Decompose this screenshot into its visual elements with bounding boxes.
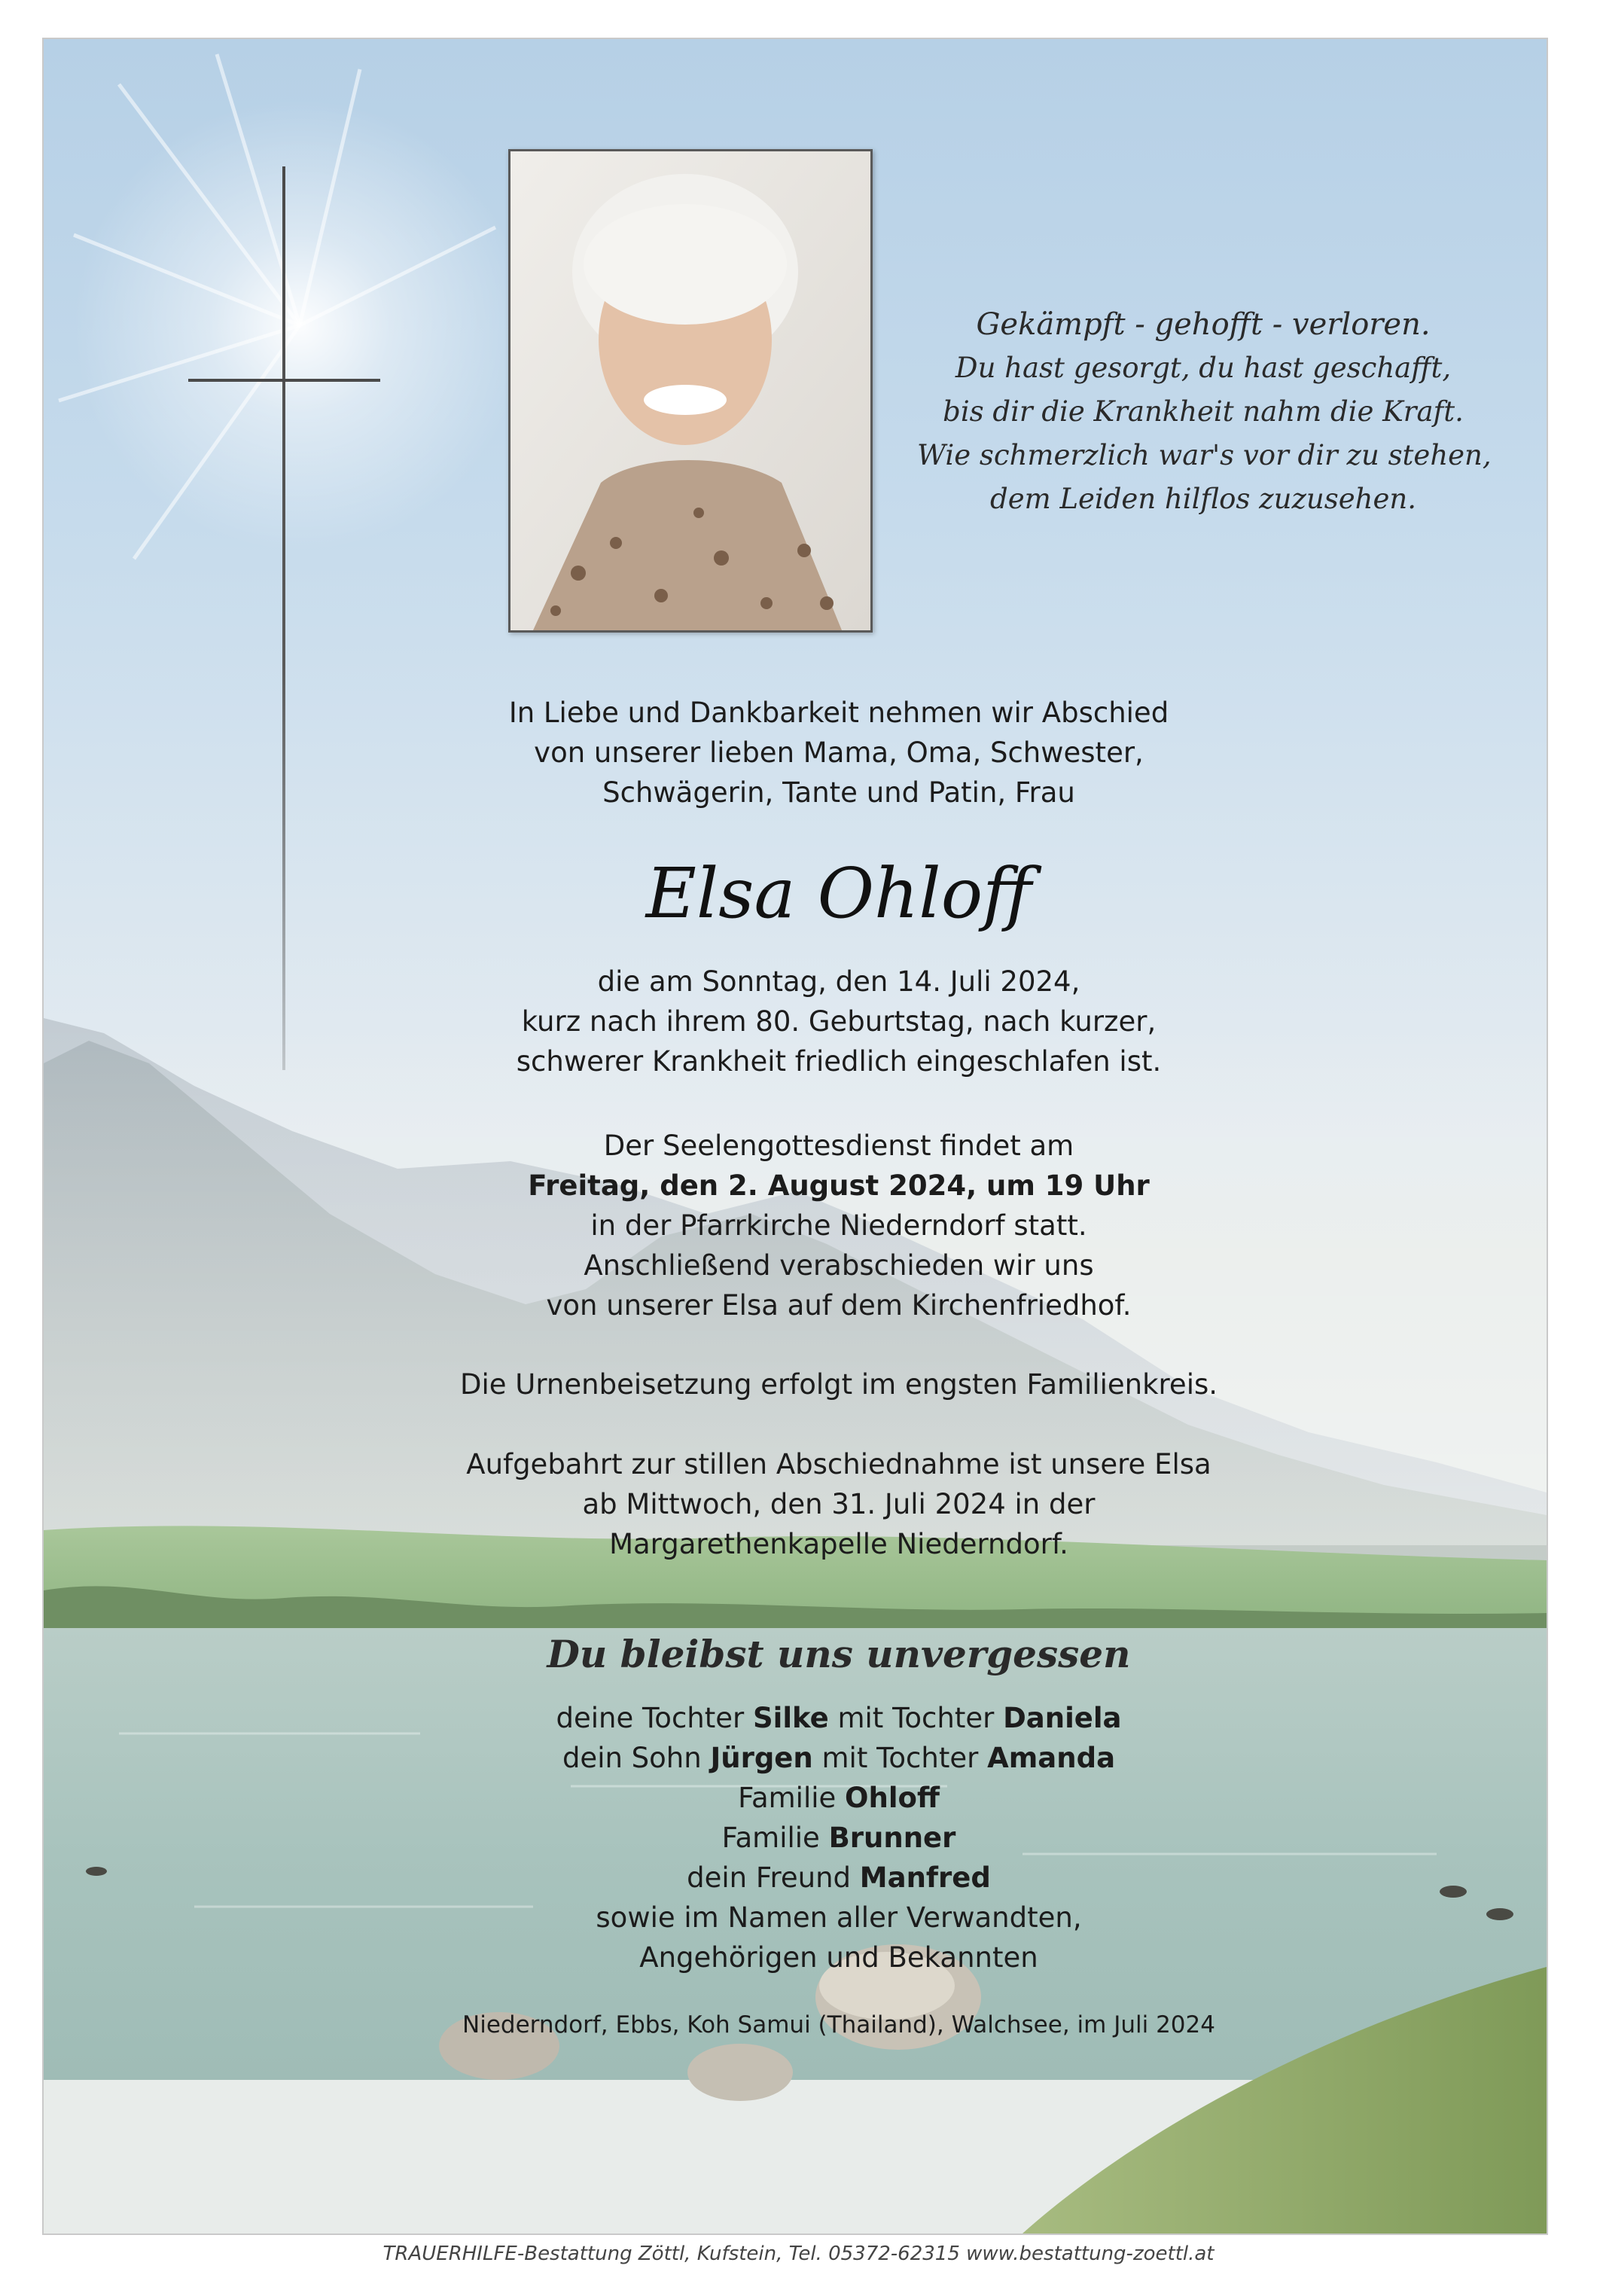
passing-line: die am Sonntag, den 14. Juli 2024, bbox=[597, 965, 1080, 998]
family-relation: dein Freund bbox=[687, 1861, 860, 1894]
place-date-line: Niederndorf, Ebbs, Koh Samui (Thailand), Walchsee, im Juli 2024 bbox=[462, 2011, 1215, 2038]
portrait-photo bbox=[508, 149, 873, 633]
family-line bbox=[425, 1698, 1253, 1738]
cross-horizontal-beam bbox=[188, 379, 380, 382]
obituary-notice bbox=[42, 38, 1548, 2235]
family-member-name: Daniela bbox=[1003, 1702, 1122, 1734]
passing-line: kurz nach ihrem 80. Geburtstag, nach kurzer, bbox=[521, 1005, 1157, 1038]
family-line bbox=[425, 1778, 1253, 1818]
service-line: von unserer Elsa auf dem Kirchenfriedhof. bbox=[546, 1289, 1132, 1322]
family-relation: mit Tochter bbox=[828, 1702, 1004, 1734]
poem-line: Wie schmerzlich war's vor dir zu stehen, bbox=[917, 439, 1492, 471]
service-line: in der Pfarrkirche Niederndorf statt. bbox=[590, 1209, 1087, 1242]
family-member-name: Amanda bbox=[987, 1742, 1116, 1774]
service-text bbox=[425, 1126, 1253, 1325]
cross-vertical-beam bbox=[282, 166, 285, 1070]
family-relation: Familie bbox=[738, 1782, 846, 1814]
family-relation: dein Sohn bbox=[562, 1742, 711, 1774]
family-line bbox=[425, 1818, 1253, 1858]
viewing-line: ab Mittwoch, den 31. Juli 2024 in der bbox=[582, 1488, 1096, 1520]
family-line bbox=[425, 1738, 1253, 1778]
poem bbox=[917, 303, 1492, 521]
family-member-name: Jürgen bbox=[710, 1742, 813, 1774]
passing-text bbox=[425, 962, 1253, 1081]
intro-line: von unserer lieben Mama, Oma, Schwester, bbox=[534, 736, 1144, 769]
intro-text bbox=[500, 693, 1178, 813]
poem-line: Gekämpft - gehofft - verloren. bbox=[976, 307, 1431, 342]
service-datetime: Freitag, den 2. August 2024, um 19 Uhr bbox=[528, 1169, 1150, 1202]
family-relation: deine Tochter bbox=[556, 1702, 753, 1734]
family-list bbox=[425, 1698, 1253, 1977]
family-line: sowie im Namen aller Verwandten, bbox=[596, 1901, 1082, 1934]
family-member-name: Manfred bbox=[859, 1861, 991, 1894]
family-relation: Familie bbox=[721, 1822, 829, 1854]
urn-text bbox=[425, 1364, 1253, 1404]
viewing-text bbox=[425, 1444, 1253, 1564]
service-line: Anschließend verabschieden wir uns bbox=[584, 1249, 1094, 1282]
family-line bbox=[425, 1858, 1253, 1898]
intro-line: In Liebe und Dankbarkeit nehmen wir Abschied bbox=[508, 697, 1169, 729]
family-member-name: Brunner bbox=[828, 1822, 956, 1854]
family-member-name: Ohloff bbox=[845, 1782, 940, 1814]
poem-line: dem Leiden hilflos zuzusehen. bbox=[990, 483, 1416, 515]
urn-line: Die Urnenbeisetzung erfolgt im engsten Familienkreis. bbox=[459, 1368, 1218, 1401]
viewing-line: Aufgebahrt zur stillen Abschiednahme ist unsere Elsa bbox=[466, 1448, 1211, 1480]
service-intro: Der Seelengottesdienst findet am bbox=[603, 1130, 1074, 1162]
poem-line: Du hast gesorgt, du hast geschafft, bbox=[955, 352, 1452, 384]
poem-line: bis dir die Krankheit nahm die Kraft. bbox=[943, 395, 1464, 428]
viewing-line: Margarethenkapelle Niederndorf. bbox=[609, 1528, 1068, 1560]
passing-line: schwerer Krankheit friedlich eingeschlafen ist. bbox=[516, 1045, 1162, 1078]
deceased-name: Elsa Ohloff bbox=[645, 853, 1032, 934]
family-line: Angehörigen und Bekannten bbox=[639, 1941, 1038, 1974]
closing-line: Du bleibst uns unvergessen bbox=[547, 1632, 1131, 1676]
family-member-name: Silke bbox=[752, 1702, 829, 1734]
family-relation: mit Tochter bbox=[812, 1742, 988, 1774]
funeral-home-footer: TRAUERHILFE-Bestattung Zöttl, Kufstein, Tel. 05372-62315 www.bestattung-zoettl.at bbox=[382, 2243, 1215, 2265]
intro-line: Schwägerin, Tante und Patin, Frau bbox=[602, 776, 1075, 809]
place-date bbox=[425, 2010, 1253, 2040]
